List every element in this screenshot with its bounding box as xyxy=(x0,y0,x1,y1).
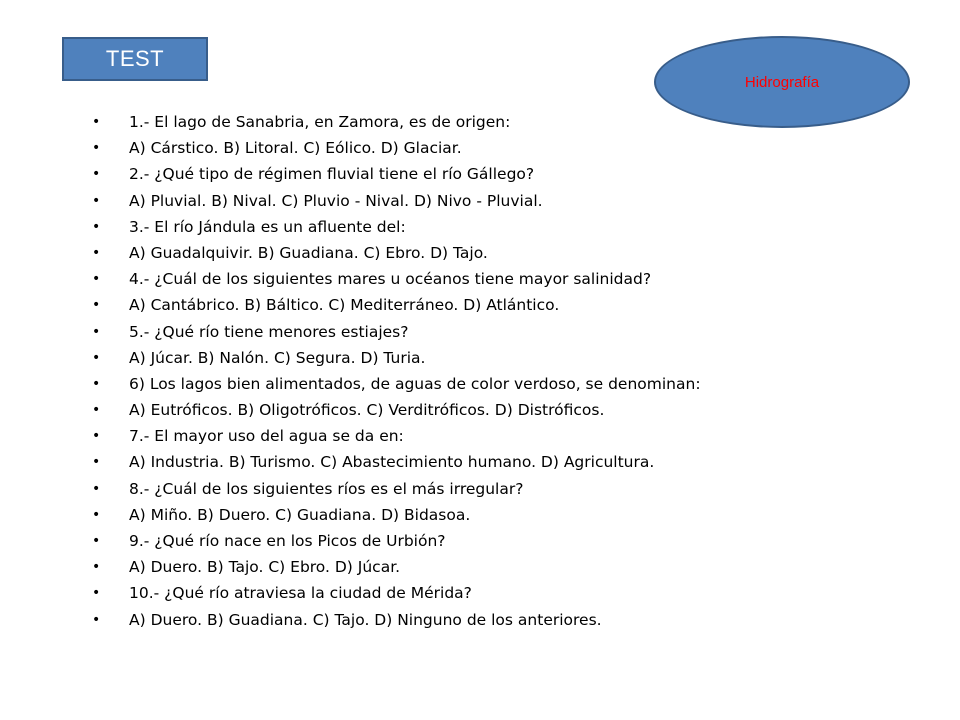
question-item xyxy=(92,319,912,345)
item-text: A) Industria. B) Turismo. C) Abastecimiento humano. D) Agricultura. xyxy=(129,453,655,472)
question-item xyxy=(92,109,912,135)
bullet-icon: • xyxy=(92,349,101,366)
item-text: 8.- ¿Cuál de los siguientes ríos es el más irregular? xyxy=(129,479,524,498)
test-title-box xyxy=(62,37,208,81)
bullet-icon: • xyxy=(92,192,101,209)
item-text: 4.- ¿Cuál de los siguientes mares u océanos tiene mayor salinidad? xyxy=(129,270,652,289)
answer-options-item xyxy=(92,188,912,214)
bullet-icon: • xyxy=(92,480,101,497)
bullet-icon: • xyxy=(92,402,101,419)
answer-options-item xyxy=(92,607,912,633)
item-text: 2.- ¿Qué tipo de régimen fluvial tiene el río Gállego? xyxy=(129,165,535,184)
item-text: 10.- ¿Qué río atraviesa la ciudad de Mérida? xyxy=(129,584,472,603)
question-item xyxy=(92,161,912,187)
answer-options-item xyxy=(92,345,912,371)
bullet-icon: • xyxy=(92,114,101,130)
item-text: A) Duero. B) Tajo. C) Ebro. D) Júcar. xyxy=(129,558,401,577)
bullet-icon: • xyxy=(92,166,101,183)
bullet-icon: • xyxy=(92,559,101,576)
question-item xyxy=(92,423,912,449)
answer-options-item xyxy=(92,449,912,475)
bullet-icon: • xyxy=(92,323,101,340)
answer-options-item xyxy=(92,292,912,318)
question-item xyxy=(92,476,912,502)
answer-options-item xyxy=(92,397,912,423)
test-title: TEST xyxy=(105,46,165,71)
question-list xyxy=(92,109,912,633)
bullet-icon: • xyxy=(92,375,101,392)
answer-options-item xyxy=(92,554,912,580)
item-text: A) Cantábrico. B) Báltico. C) Mediterráneo. D) Atlántico. xyxy=(129,296,560,315)
item-text: A) Eutróficos. B) Oligotróficos. C) Verditróficos. D) Distróficos. xyxy=(129,401,605,420)
answer-options-item xyxy=(92,135,912,161)
item-text: 9.- ¿Qué río nace en los Picos de Urbión? xyxy=(129,532,446,550)
question-item xyxy=(92,371,912,397)
item-text: 3.- El río Jándula es un afluente del: xyxy=(129,217,406,236)
item-text: A) Duero. B) Guadiana. C) Tajo. D) Ninguno de los anteriores. xyxy=(129,610,602,629)
item-text: A) Júcar. B) Nalón. C) Segura. D) Turia. xyxy=(129,348,426,367)
item-text: 6) Los lagos bien alimentados, de aguas de color verdoso, se denominan: xyxy=(129,374,701,393)
bullet-icon: • xyxy=(92,585,101,602)
bullet-icon: • xyxy=(92,271,101,288)
item-text: A) Miño. B) Duero. C) Guadiana. D) Bidasoa. xyxy=(129,505,471,524)
bullet-icon: • xyxy=(92,506,101,523)
item-text: A) Guadalquivir. B) Guadiana. C) Ebro. D) Tajo. xyxy=(129,243,488,262)
bullet-icon: • xyxy=(92,297,101,314)
question-item xyxy=(92,266,912,292)
bullet-icon: • xyxy=(92,218,101,235)
item-text: 1.- El lago de Sanabria, en Zamora, es de origen: xyxy=(129,113,511,131)
bullet-icon: • xyxy=(92,533,101,549)
item-text: 7.- El mayor uso del agua se da en: xyxy=(129,427,404,446)
item-text: A) Pluvial. B) Nival. C) Pluvio - Nival. D) Nivo - Pluvial. xyxy=(129,191,543,210)
question-item xyxy=(92,214,912,240)
item-text: A) Cárstico. B) Litoral. C) Eólico. D) Glaciar. xyxy=(129,139,462,158)
answer-options-item xyxy=(92,240,912,266)
bullet-icon: • xyxy=(92,140,101,157)
bullet-icon: • xyxy=(92,454,101,471)
item-text: 5.- ¿Qué río tiene menores estiajes? xyxy=(129,322,409,341)
question-item xyxy=(92,528,912,554)
bullet-icon: • xyxy=(92,428,101,445)
answer-options-item xyxy=(92,502,912,528)
topic-label: Hidrografía xyxy=(744,73,820,91)
question-item xyxy=(92,580,912,606)
bullet-icon: • xyxy=(92,244,101,261)
bullet-icon: • xyxy=(92,611,101,628)
